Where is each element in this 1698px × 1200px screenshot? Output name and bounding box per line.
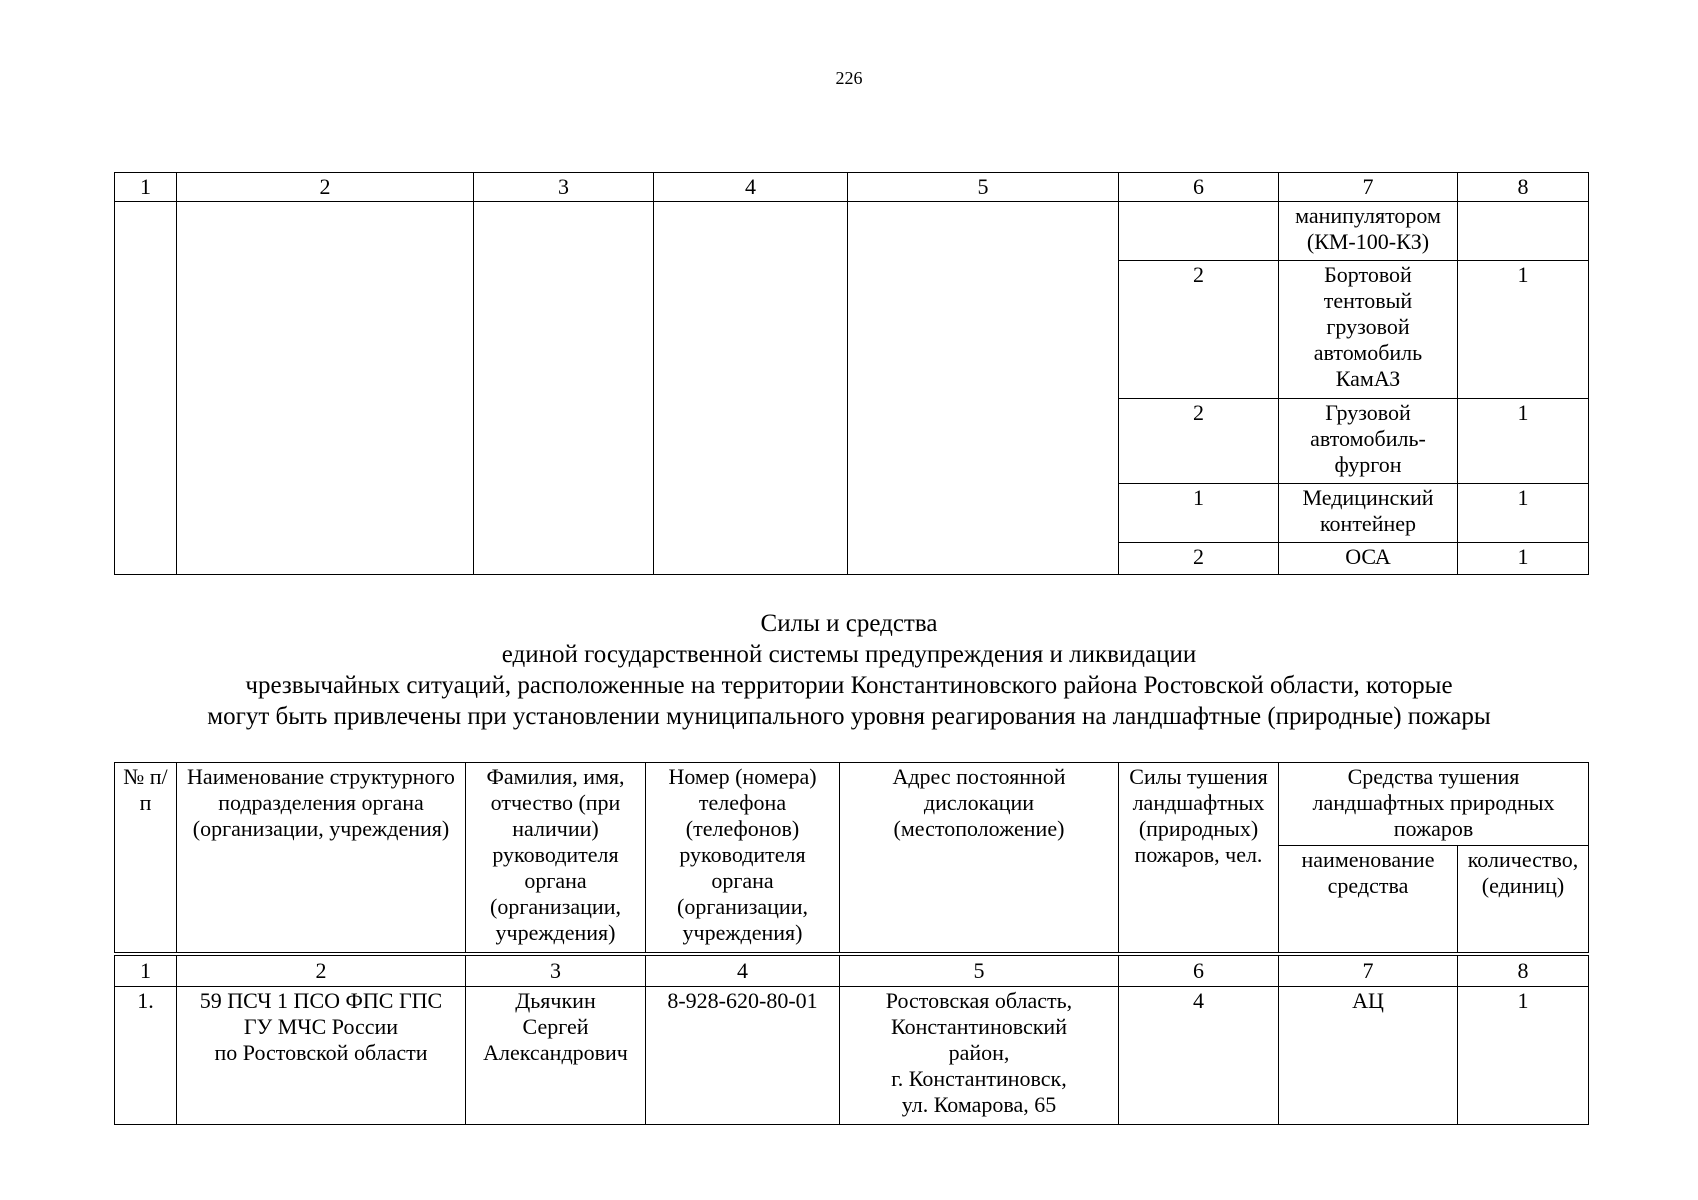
column-number-row	[115, 173, 1589, 202]
people-count-cell: 1	[1119, 484, 1279, 543]
means-qty-cell: 1	[1458, 986, 1589, 1124]
column-number: 2	[177, 173, 474, 202]
address-line: Константиновский	[891, 1013, 1067, 1039]
phone-cell: 8-928-620-80-01	[646, 986, 840, 1124]
column-number: 8	[1458, 954, 1589, 987]
header-phone: Номер (номера) телефона (телефонов) руководителя органа (организации, учреждения)	[646, 763, 840, 954]
section-title-line: единой государственной системы предупреждения и ликвидации	[501, 641, 1197, 668]
table-row	[115, 986, 1589, 1124]
column-number: 1	[115, 954, 177, 987]
continued-equipment-table	[114, 172, 1589, 575]
people-count-cell: 2	[1119, 543, 1279, 575]
unit-name-line: 59 ПСЧ 1 ПСО ФПС ГПС	[199, 987, 443, 1013]
means-name-cell: АЦ	[1279, 986, 1458, 1124]
row-number: 1.	[115, 986, 177, 1124]
address-line: Ростовская область,	[885, 987, 1073, 1013]
column-number: 2	[177, 954, 466, 987]
section-title	[0, 608, 1698, 732]
address-line: район,	[948, 1039, 1010, 1065]
equipment-qty-cell: 1	[1458, 399, 1589, 484]
people-count-cell: 2	[1119, 399, 1279, 484]
equipment-name-cell: Грузовой автомобиль-фургон	[1279, 399, 1458, 484]
header-row	[115, 763, 1589, 846]
forces-count-cell: 4	[1119, 986, 1279, 1124]
equipment-qty-cell	[1458, 202, 1589, 261]
equipment-qty-cell: 1	[1458, 484, 1589, 543]
unit-name-line: по Ростовской области	[214, 1039, 428, 1065]
column-number: 3	[474, 173, 654, 202]
empty-cell	[654, 202, 848, 575]
header-forces: Силы тушения ландшафтных (природных) пожаров, чел.	[1119, 763, 1279, 954]
head-name-line: Сергей	[522, 1013, 589, 1039]
equipment-name-cell: Бортовой тентовый грузовой автомобиль КамАЗ	[1279, 261, 1458, 399]
address-cell	[840, 986, 1119, 1124]
empty-cell	[848, 202, 1119, 575]
column-number: 7	[1279, 173, 1458, 202]
page-number: 226	[835, 68, 863, 88]
table-row	[115, 202, 1589, 261]
column-number-row	[115, 954, 1589, 987]
equipment-qty-cell: 1	[1458, 543, 1589, 575]
equipment-name-cell: Медицинский контейнер	[1279, 484, 1458, 543]
section-title-line: чрезвычайных ситуаций, расположенные на территории Константиновского района Ростовской области, которые	[245, 672, 1453, 699]
unit-name-cell	[177, 986, 466, 1124]
equipment-name-cell: манипулятором (КМ-100-КЗ)	[1279, 202, 1458, 261]
column-number: 6	[1119, 954, 1279, 987]
equipment-name-cell: ОСА	[1279, 543, 1458, 575]
header-num: № п/п	[115, 763, 177, 954]
address-line: г. Константиновск,	[891, 1065, 1067, 1091]
column-number: 1	[115, 173, 177, 202]
address-line: ул. Комарова, 65	[901, 1091, 1057, 1117]
head-name-line: Дьячкин	[515, 987, 596, 1013]
people-count-cell	[1119, 202, 1279, 261]
header-means-name: наименование средства	[1279, 846, 1458, 954]
empty-cell	[115, 202, 177, 575]
header-means-group: Средства тушения ландшафтных природных пожаров	[1279, 763, 1589, 846]
head-name-line: Александрович	[483, 1039, 628, 1065]
column-number: 4	[654, 173, 848, 202]
column-number: 5	[840, 954, 1119, 987]
forces-and-means-table	[114, 762, 1589, 1125]
column-number: 6	[1119, 173, 1279, 202]
empty-cell	[177, 202, 474, 575]
header-means-qty: количество, (единиц)	[1458, 846, 1589, 954]
empty-cell	[474, 202, 654, 575]
column-number: 7	[1279, 954, 1458, 987]
section-title-line: Силы и средства	[760, 610, 938, 637]
column-number: 3	[466, 954, 646, 987]
head-name-cell	[466, 986, 646, 1124]
equipment-qty-cell: 1	[1458, 261, 1589, 399]
unit-name-line: ГУ МЧС России	[243, 1013, 399, 1039]
header-unit: Наименование структурного подразделения органа (организации, учреждения)	[177, 763, 466, 954]
header-address: Адрес постоянной дислокации (местоположение)	[840, 763, 1119, 954]
people-count-cell: 2	[1119, 261, 1279, 399]
column-number: 8	[1458, 173, 1589, 202]
column-number: 5	[848, 173, 1119, 202]
section-title-line: могут быть привлечены при установлении муниципального уровня реагирования на ландшафтные (природные) пожары	[207, 703, 1491, 730]
header-head-name: Фамилия, имя, отчество (при наличии) руководителя органа (организации, учреждения)	[466, 763, 646, 954]
column-number: 4	[646, 954, 840, 987]
